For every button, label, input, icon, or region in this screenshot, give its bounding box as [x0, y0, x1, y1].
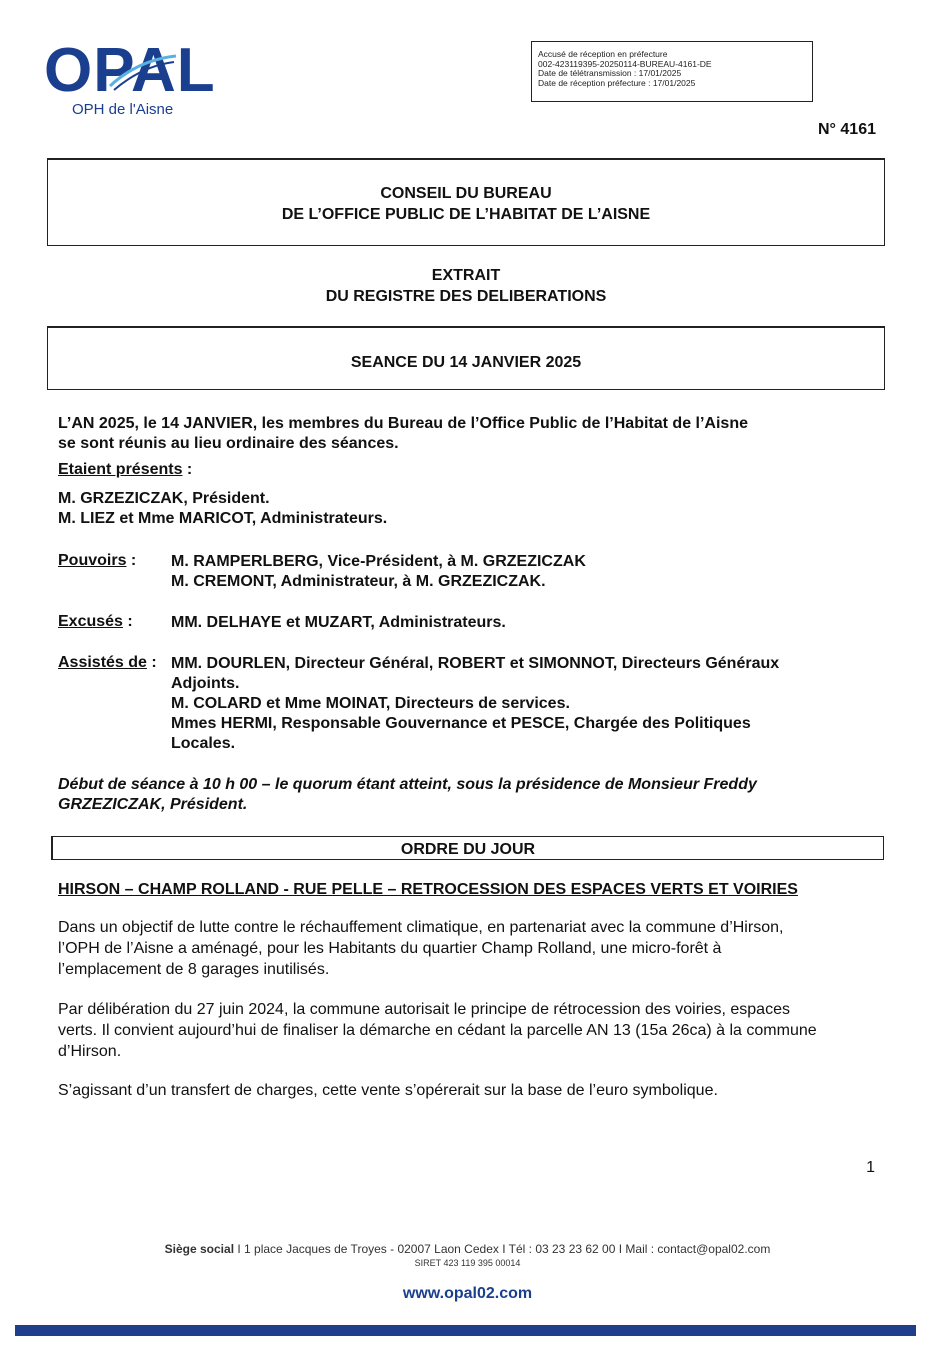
presents-list [58, 489, 387, 529]
excuses-heading [58, 612, 133, 632]
body-line: verts. Il convient aujourd’hui de finaliser la démarche en cédant la parcelle AN 13 (15a 26ca) à la commune [58, 1022, 817, 1039]
assistes-line: Locales. [171, 735, 236, 752]
pouvoirs-colon: : [126, 552, 137, 569]
document-number: N° 4161 [818, 121, 876, 138]
footer-bar [15, 1325, 916, 1336]
pouvoirs-line: M. RAMPERLBERG, Vice-Président, à M. GRZEZICZAK [171, 553, 586, 570]
intro-line: L’AN 2025, le 14 JANVIER, les membres du Bureau de l’Office Public de l’Habitat de l’Aisne [58, 415, 748, 432]
pouvoirs-line: M. CREMONT, Administrateur, à M. GRZEZICZAK. [171, 573, 546, 590]
footer-address-text: I 1 place Jacques de Troyes - 02007 Laon Cedex I Tél : 03 23 23 62 00 I Mail : contact@opal02.com [234, 1242, 771, 1256]
session-start-line: Début de séance à 10 h 00 – le quorum étant atteint, sous la présidence de Monsieur Freddy [58, 776, 757, 793]
stamp-line: 002-423119395-20250114-BUREAU-4161-DE [538, 58, 712, 69]
session-box [47, 326, 885, 390]
session-start-paragraph [58, 775, 876, 815]
header-box [47, 158, 885, 246]
pouvoirs-label: Pouvoirs [58, 552, 127, 569]
presents-line: M. GRZEZICZAK, Président. [58, 490, 270, 507]
pouvoirs-heading [58, 551, 136, 571]
body-line: l’OPH de l’Aisne a aménagé, pour les Habitants du quartier Champ Rolland, une micro-forêt à [58, 940, 722, 957]
assistes-heading [58, 653, 157, 673]
footer-label: Siège social [164, 1242, 235, 1256]
stamp-line: Accusé de réception en préfecture [538, 49, 668, 59]
assistes-label: Assistés de [58, 654, 147, 671]
footer-website-link[interactable]: www.opal02.com [402, 1285, 533, 1302]
presents-heading [58, 460, 192, 480]
body-paragraph-1 [58, 917, 876, 980]
agenda-title: ORDRE DU JOUR [400, 841, 536, 858]
presents-colon: : [182, 461, 193, 478]
body-line: Dans un objectif de lutte contre le réchauffement climatique, en partenariat avec la commune d’Hirson, [58, 919, 784, 936]
body-line: d’Hirson. [58, 1043, 122, 1060]
assistes-line: Mmes HERMI, Responsable Gouvernance et PESCE, Chargée des Politiques [171, 715, 751, 732]
extract-title [47, 265, 885, 307]
assistes-line: Adjoints. [171, 675, 240, 692]
session-title: SEANCE DU 14 JANVIER 2025 [350, 354, 582, 371]
body-paragraph-3 [58, 1080, 876, 1101]
intro-line: se sont réunis au lieu ordinaire des séances. [58, 435, 399, 452]
reception-stamp [531, 41, 813, 102]
logo-swoosh-icon [108, 52, 178, 97]
presents-label: Etaient présents [58, 461, 183, 478]
session-start-line: GRZEZICZAK, Président. [58, 796, 248, 813]
header-line: DE L’OFFICE PUBLIC DE L’HABITAT DE L’AISNE [281, 206, 651, 223]
body-line: l’emplacement de 8 garages inutilisés. [58, 961, 330, 978]
pouvoirs-list [171, 552, 586, 592]
presents-line: M. LIEZ et Mme MARICOT, Administrateurs. [58, 510, 388, 527]
opal-logo: OPAL [44, 36, 216, 105]
intro-paragraph [58, 414, 876, 454]
body-line: S’agissant d’un transfert de charges, cette vente s’opérerait sur la base de l’euro symbolique. [58, 1082, 718, 1099]
agenda-box [51, 836, 884, 860]
extract-line: EXTRAIT [431, 267, 501, 284]
body-paragraph-2 [58, 999, 876, 1062]
header-line: CONSEIL DU BUREAU [380, 185, 552, 202]
subject-title: HIRSON – CHAMP ROLLAND - RUE PELLE – RETROCESSION DES ESPACES VERTS ET VOIRIES [58, 881, 798, 898]
excuses-label: Excusés [58, 613, 123, 630]
stamp-line: Date de télétransmission : 17/01/2025 [538, 68, 682, 78]
assistes-list [171, 654, 779, 754]
logo-subtitle: OPH de l'Aisne [72, 101, 174, 118]
body-line: Par délibération du 27 juin 2024, la commune autorisait le principe de rétrocession des voiries, espaces [58, 1001, 790, 1018]
assistes-line: M. COLARD et Mme MOINAT, Directeurs de services. [171, 695, 570, 712]
excuses-list [171, 613, 506, 633]
footer-address [0, 1242, 935, 1256]
excuses-colon: : [122, 613, 133, 630]
excuses-line: MM. DELHAYE et MUZART, Administrateurs. [171, 614, 506, 631]
assistes-line: MM. DOURLEN, Directeur Général, ROBERT et SIMONNOT, Directeurs Généraux [171, 655, 780, 672]
extract-line: DU REGISTRE DES DELIBERATIONS [325, 288, 607, 305]
footer-siret: SIRET 423 119 395 00014 [414, 1258, 521, 1268]
page-number: 1 [866, 1159, 875, 1176]
stamp-line: Date de réception préfecture : 17/01/2025 [538, 77, 696, 88]
assistes-colon: : [146, 654, 157, 671]
